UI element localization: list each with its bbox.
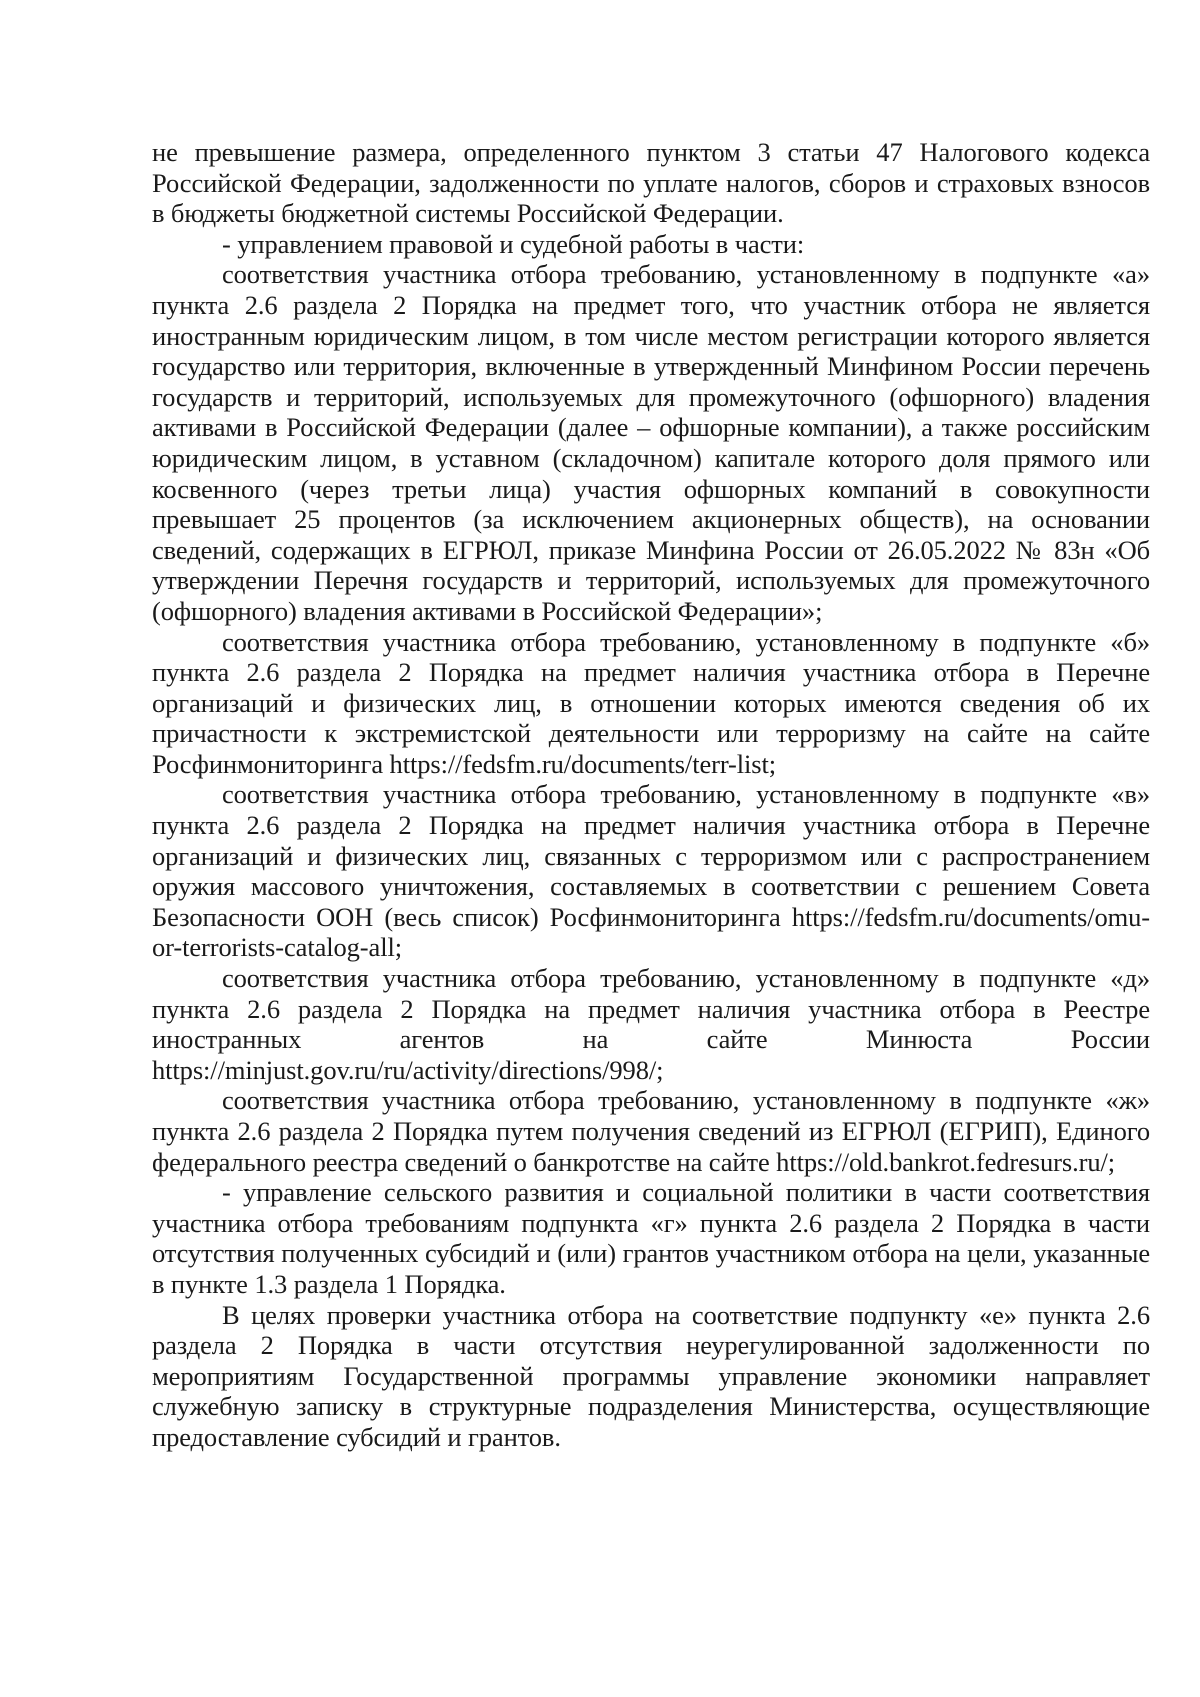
paragraph-extremism-list: соответствия участника отбора требованию, установленному в подпункте «б» пункта 2.6 раздела 2 Порядка на предмет наличия участника отбора в Перечне организаций и физических лиц, в отношении которых имеются сведения об их причастности к экстремистской деятельности или терроризму на сайте на сайте Росфинмониторинга https://fedsfm.ru/documents/terr-list; bbox=[152, 626, 1150, 779]
paragraph-foreign-agents: соответствия участника отбора требованию, установленному в подпункте «д» пункта 2.6 раздела 2 Порядка на предмет наличия участника отбора в Реестре иностранных агентов на сайте Минюста России https://minjust.gov.ru/ru/activity/directions/998/; bbox=[152, 963, 1150, 1085]
paragraph-tax-debt: не превышение размера, определенного пунктом 3 статьи 47 Налогового кодекса Российской Федерации, задолженности по уплате налогов, сборов и страховых взносов в бюджеты бюджетной системы Российской Федерации. bbox=[152, 137, 1150, 229]
paragraph-debt-check: В целях проверки участника отбора на соответствие подпункту «е» пункта 2.6 раздела 2 Порядка в части отсутствия неурегулированной задолженности по мероприятиям Государственной программы управление экономики направляет служебную записку в структурные подразделения Министерства, осуществляющие предоставление субсидий и грантов. bbox=[152, 1299, 1150, 1452]
paragraph-offshore-requirement: соответствия участника отбора требованию, установленному в подпункте «а» пункта 2.6 раздела 2 Порядка на предмет того, что участник отбора не является иностранным юридическим лицом, в том числе местом регистрации которого является государство или территория, включенные в утвержденный Минфином России перечень государств и территорий, используемых для промежуточного (офшорного) владения активами в Российской Федерации (далее – офшорные компании), а также российским юридическим лицом, в уставном (складочном) капитале которого доля прямого или косвенного (через третьи лица) участия офшорных компаний в совокупности превышает 25 процентов (за исключением акционерных обществ), на основании сведений, содержащих в ЕГРЮЛ, приказе Минфина России от 26.05.2022 № 83н «Об утверждении Перечня государств и территорий, используемых для промежуточного (офшорного) владения активами в Российской Федерации»; bbox=[152, 259, 1150, 626]
paragraph-bankruptcy-register: соответствия участника отбора требованию, установленному в подпункте «ж» пункта 2.6 раздела 2 Порядка путем получения сведений из ЕГРЮЛ (ЕГРИП), Единого федерального реестра сведений о банкротстве на сайте https://old.bankrot.fedresurs.ru/; bbox=[152, 1085, 1150, 1177]
document-body bbox=[152, 137, 1150, 1453]
paragraph-terrorism-list: соответствия участника отбора требованию, установленному в подпункте «в» пункта 2.6 раздела 2 Порядка на предмет наличия участника отбора в Перечне организаций и физических лиц, связанных с терроризмом или с распространением оружия массового уничтожения, составляемых в соответствии с решением Совета Безопасности ООН (весь список) Росфинмониторинга https://fedsfm.ru/documents/omu-or-terrorists-catalog-all; bbox=[152, 779, 1150, 963]
paragraph-rural-development: - управление сельского развития и социальной политики в части соответствия участника отбора требованиям подпункта «г» пункта 2.6 раздела 2 Порядка в части отсутствия полученных субсидий и (или) грантов участником отбора на цели, указанные в пункте 1.3 раздела 1 Порядка. bbox=[152, 1177, 1150, 1299]
paragraph-legal-department: - управлением правовой и судебной работы в части: bbox=[222, 228, 805, 259]
